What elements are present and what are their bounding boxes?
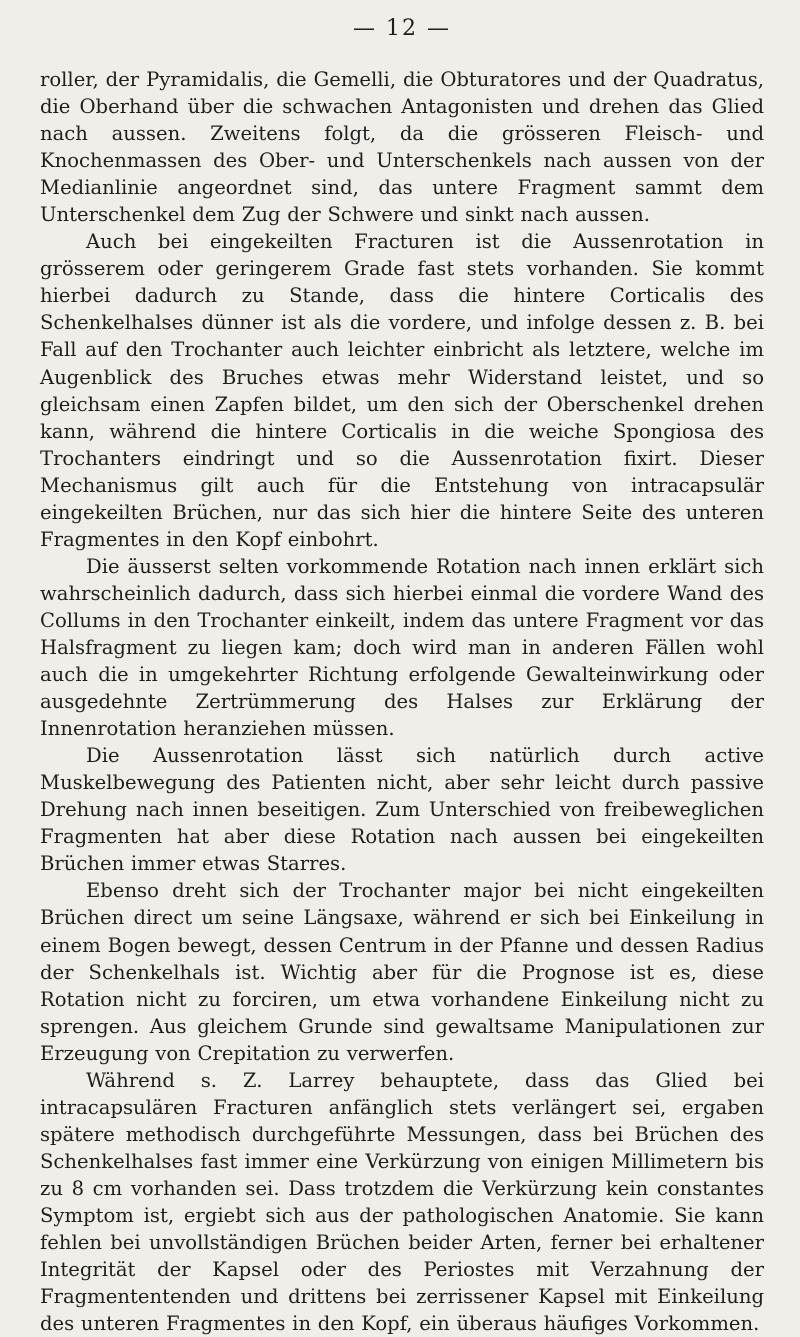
paragraph-1: roller, der Pyramidalis, die Gemelli, die Obturatores und der Quadratus, die Oberhand über die schwachen Antagonisten und drehen das Glied nach aussen. Zweitens folgt, da die grösseren Fleisch- und Knochenmassen des Ober- und Unterschenkels nach aussen von der Medianlinie angeordnet sind, das untere Fragment sammt dem Unterschenkel dem Zug der Schwere und sinkt nach aussen. xyxy=(40,68,764,227)
paragraph-4: Die Aussenrotation lässt sich natürlich durch active Muskelbewegung des Patienten nicht, aber sehr leicht durch passive Drehung nach innen beseitigen. Zum Unterschied von freibeweglichen Fragmenten hat aber diese Rotation nach aussen bei eingekeilten Brüchen immer etwas Starres. xyxy=(40,744,764,876)
page-number: — 12 — xyxy=(353,16,451,41)
paragraph-3: Die äusserst selten vorkommende Rotation nach innen erklärt sich wahrscheinlich dadurch, dass sich hierbei einmal die vordere Wand des Collums in den Trochanter einkeilt, indem das untere Fragment vor das Halsfragment zu liegen kam; doch wird man in anderen Fällen wohl auch die in umgekehrter Richtung erfolgende Gewalteinwirkung oder ausgedehnte Zertrümmerung des Halses zur Erklärung der Innenrotation heranziehen müssen. xyxy=(40,554,764,741)
paragraph-6: Während s. Z. Larrey behauptete, dass das Glied bei intracapsulären Fracturen anfänglich stets verlängert sei, ergaben spätere methodisch durchgeführte Messungen, dass bei Brüchen des Schenkelhalses fast immer eine Verkürzung von einigen Millimetern bis zu 8 cm vorhanden sei. Dass trotzdem die Verkürzung kein constantes Symptom ist, ergiebt sich aus der pathologischen Anatomie. Sie kann fehlen bei unvollständigen Brüchen beider Arten, ferner bei erhaltener Integrität der Kapsel oder des Periostes mit Verzahnung der Fragmententenden und drittens bei zerrissener Kapsel mit Einkeilung des unteren Fragmentes in den Kopf, ein überaus häufiges Vorkommen. xyxy=(40,1068,764,1336)
paragraph-2: Auch bei eingekeilten Fracturen ist die Aussenrotation in grösserem oder geringerem Grade fast stets vorhanden. Sie kommt hierbei dadurch zu Stande, dass die hintere Corticalis des Schenkelhalses dünner ist als die vordere, und infolge dessen z. B. bei Fall auf den Trochanter auch leichter einbricht als letztere, welche im Augenblick des Bruches etwas mehr Widerstand leistet, und so gleichsam einen Zapfen bildet, um den sich der Oberschenkel drehen kann, während die hintere Corticalis in die weiche Spongiosa des Trochanters eindringt und so die Aussenrotation fixirt. Dieser Mechanismus gilt auch für die Entstehung von intracapsulär eingekeilten Brüchen, nur das sich hier die hintere Seite des unteren Fragmentes in den Kopf einbohrt. xyxy=(40,230,764,551)
body-text xyxy=(40,66,764,1337)
paragraph-5: Ebenso dreht sich der Trochanter major bei nicht eingekeilten Brüchen direct um seine Längsaxe, während er sich bei Einkeilung in einem Bogen bewegt, dessen Centrum in der Pfanne und dessen Radius der Schenkelhals ist. Wichtig aber für die Prognose ist es, diese Rotation nicht zu forciren, um etwa vorhandene Einkeilung nicht zu sprengen. Aus gleichem Grunde sind gewaltsame Manipulationen zur Erzeugung von Crepitation zu verwerfen. xyxy=(40,879,764,1065)
